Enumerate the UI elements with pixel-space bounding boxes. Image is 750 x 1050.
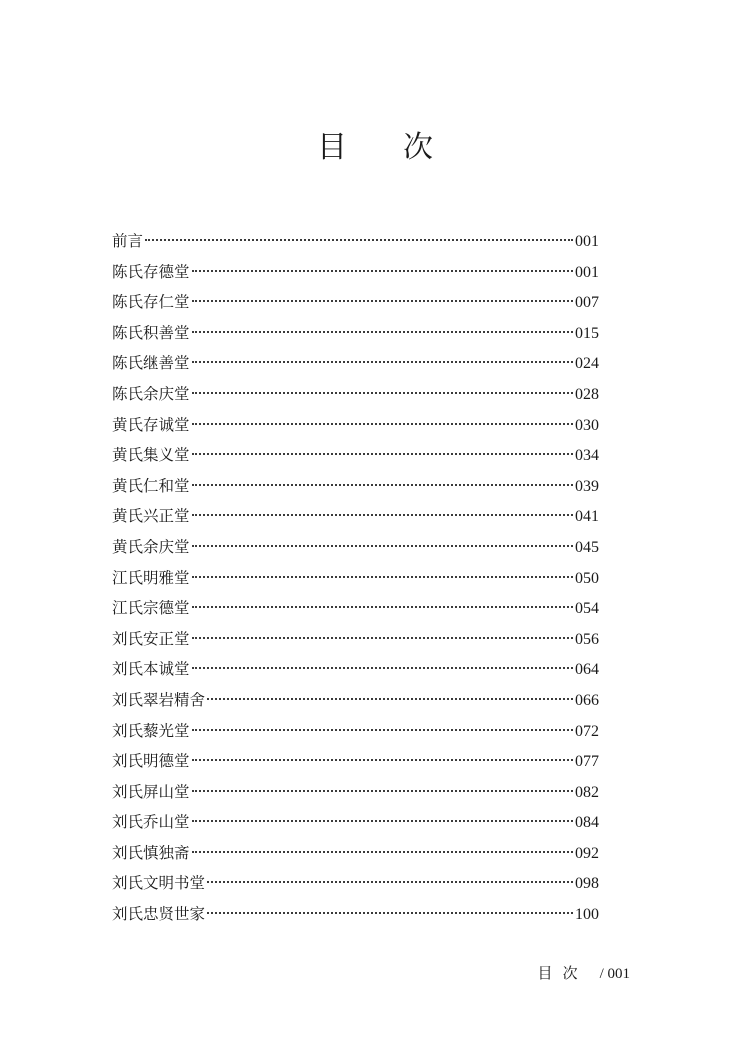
page-title-char-1: 目 (317, 130, 347, 165)
toc-dot-leader (192, 790, 573, 792)
toc-entry-page: 030 (575, 416, 599, 434)
toc-dot-leader (192, 392, 573, 394)
toc-entry-title: 刘氏本诚堂 (112, 660, 190, 679)
toc-entry-page: 007 (575, 294, 599, 312)
toc-entry[interactable] (112, 379, 599, 410)
toc-entry[interactable] (112, 226, 599, 257)
toc-entry-title: 刘氏乔山堂 (112, 813, 190, 832)
toc-entry[interactable] (112, 287, 599, 318)
toc-dot-leader (207, 912, 573, 914)
toc-entry-page: 024 (575, 355, 599, 373)
toc-dot-leader (192, 453, 573, 455)
toc-dot-leader (192, 514, 573, 516)
toc-entry-title: 刘氏藜光堂 (112, 721, 190, 740)
toc-dot-leader (192, 300, 573, 302)
toc-dot-leader (192, 759, 573, 761)
toc-entry-title: 江氏宗德堂 (112, 599, 190, 618)
toc-dot-leader (192, 637, 573, 639)
toc-entry-title: 陈氏存仁堂 (112, 293, 190, 312)
toc-entry[interactable] (112, 318, 599, 349)
toc-entry[interactable] (112, 593, 599, 624)
toc-dot-leader (192, 545, 573, 547)
toc-dot-leader (207, 881, 573, 883)
toc-entry-title: 江氏明雅堂 (112, 568, 190, 587)
toc-entry[interactable] (112, 624, 599, 655)
page-title (0, 126, 750, 170)
toc-entry-title: 刘氏屏山堂 (112, 782, 190, 801)
toc-entry-page: 039 (575, 477, 599, 495)
toc-entry-page: 028 (575, 385, 599, 403)
toc-dot-leader (192, 606, 573, 608)
toc-entry-page: 056 (575, 630, 599, 648)
toc-entry[interactable] (112, 899, 599, 930)
toc-entry[interactable] (112, 716, 599, 747)
toc-entry-page: 100 (575, 906, 599, 924)
toc-entry[interactable] (112, 348, 599, 379)
toc-dot-leader (192, 851, 573, 853)
toc-entry-page: 001 (575, 233, 599, 250)
toc-entry-title: 陈氏继善堂 (112, 354, 190, 373)
toc-entry-title: 黄氏仁和堂 (112, 476, 190, 495)
toc-dot-leader (192, 331, 573, 333)
toc-dot-leader (192, 576, 573, 578)
toc-entry-page: 041 (575, 508, 599, 526)
toc-entry-page: 054 (575, 600, 599, 618)
toc-entry-title: 黄氏兴正堂 (112, 507, 190, 526)
toc-entry-page: 034 (575, 447, 599, 465)
running-footer (538, 961, 630, 986)
footer-title-char-2: 次 (562, 964, 578, 982)
toc-entry-page: 066 (575, 691, 599, 709)
toc-entry-page: 072 (575, 722, 599, 740)
toc-entry[interactable] (112, 685, 599, 716)
toc-entry-title: 黄氏存诚堂 (112, 415, 190, 434)
toc-entry[interactable] (112, 563, 599, 594)
toc-entry[interactable] (112, 868, 599, 899)
toc-entry[interactable] (112, 410, 599, 441)
toc-entry[interactable] (112, 777, 599, 808)
toc-entry-title: 黄氏余庆堂 (112, 537, 190, 556)
toc-entry-page: 084 (575, 814, 599, 832)
toc-entry[interactable] (112, 746, 599, 777)
page-title-char-2: 次 (403, 130, 433, 165)
toc-entry[interactable] (112, 807, 599, 838)
toc-entry-page: 001 (575, 263, 599, 281)
toc-entry-page: 098 (575, 875, 599, 893)
toc-dot-leader (192, 484, 573, 486)
footer-page-number: / 001 (599, 966, 630, 982)
toc-entry-page: 092 (575, 844, 599, 862)
table-of-contents (112, 226, 599, 930)
toc-dot-leader (192, 423, 573, 425)
toc-entry[interactable] (112, 532, 599, 563)
toc-entry-title: 陈氏积善堂 (112, 323, 190, 342)
toc-dot-leader (145, 239, 573, 241)
toc-entry-page: 077 (575, 753, 599, 771)
toc-entry-page: 064 (575, 661, 599, 679)
toc-entry-page: 045 (575, 538, 599, 556)
toc-entry[interactable] (112, 501, 599, 532)
toc-entry[interactable] (112, 440, 599, 471)
toc-dot-leader (192, 361, 573, 363)
toc-entry[interactable] (112, 838, 599, 869)
toc-entry-title: 刘氏安正堂 (112, 629, 190, 648)
toc-entry[interactable] (112, 654, 599, 685)
toc-dot-leader (192, 820, 573, 822)
toc-entry-title: 刘氏慎独斋 (112, 843, 190, 862)
toc-dot-leader (207, 698, 573, 700)
toc-entry-title: 黄氏集义堂 (112, 446, 190, 465)
toc-entry-title: 前言 (112, 232, 144, 250)
toc-entry-title: 刘氏明德堂 (112, 752, 190, 771)
toc-entry-title: 陈氏存德堂 (112, 262, 190, 281)
toc-dot-leader (192, 270, 573, 272)
toc-entry-page: 082 (575, 783, 599, 801)
toc-entry-title: 陈氏余庆堂 (112, 384, 190, 403)
toc-entry-title: 刘氏忠贤世家 (112, 905, 206, 924)
toc-dot-leader (192, 667, 573, 669)
toc-entry[interactable] (112, 257, 599, 288)
toc-entry-title: 刘氏翠岩精舍 (112, 690, 206, 709)
toc-entry-page: 050 (575, 569, 599, 587)
toc-dot-leader (192, 729, 573, 731)
toc-entry-title: 刘氏文明书堂 (112, 874, 206, 893)
toc-entry-page: 015 (575, 324, 599, 342)
footer-title-char-1: 目 (537, 964, 553, 982)
toc-entry[interactable] (112, 471, 599, 502)
